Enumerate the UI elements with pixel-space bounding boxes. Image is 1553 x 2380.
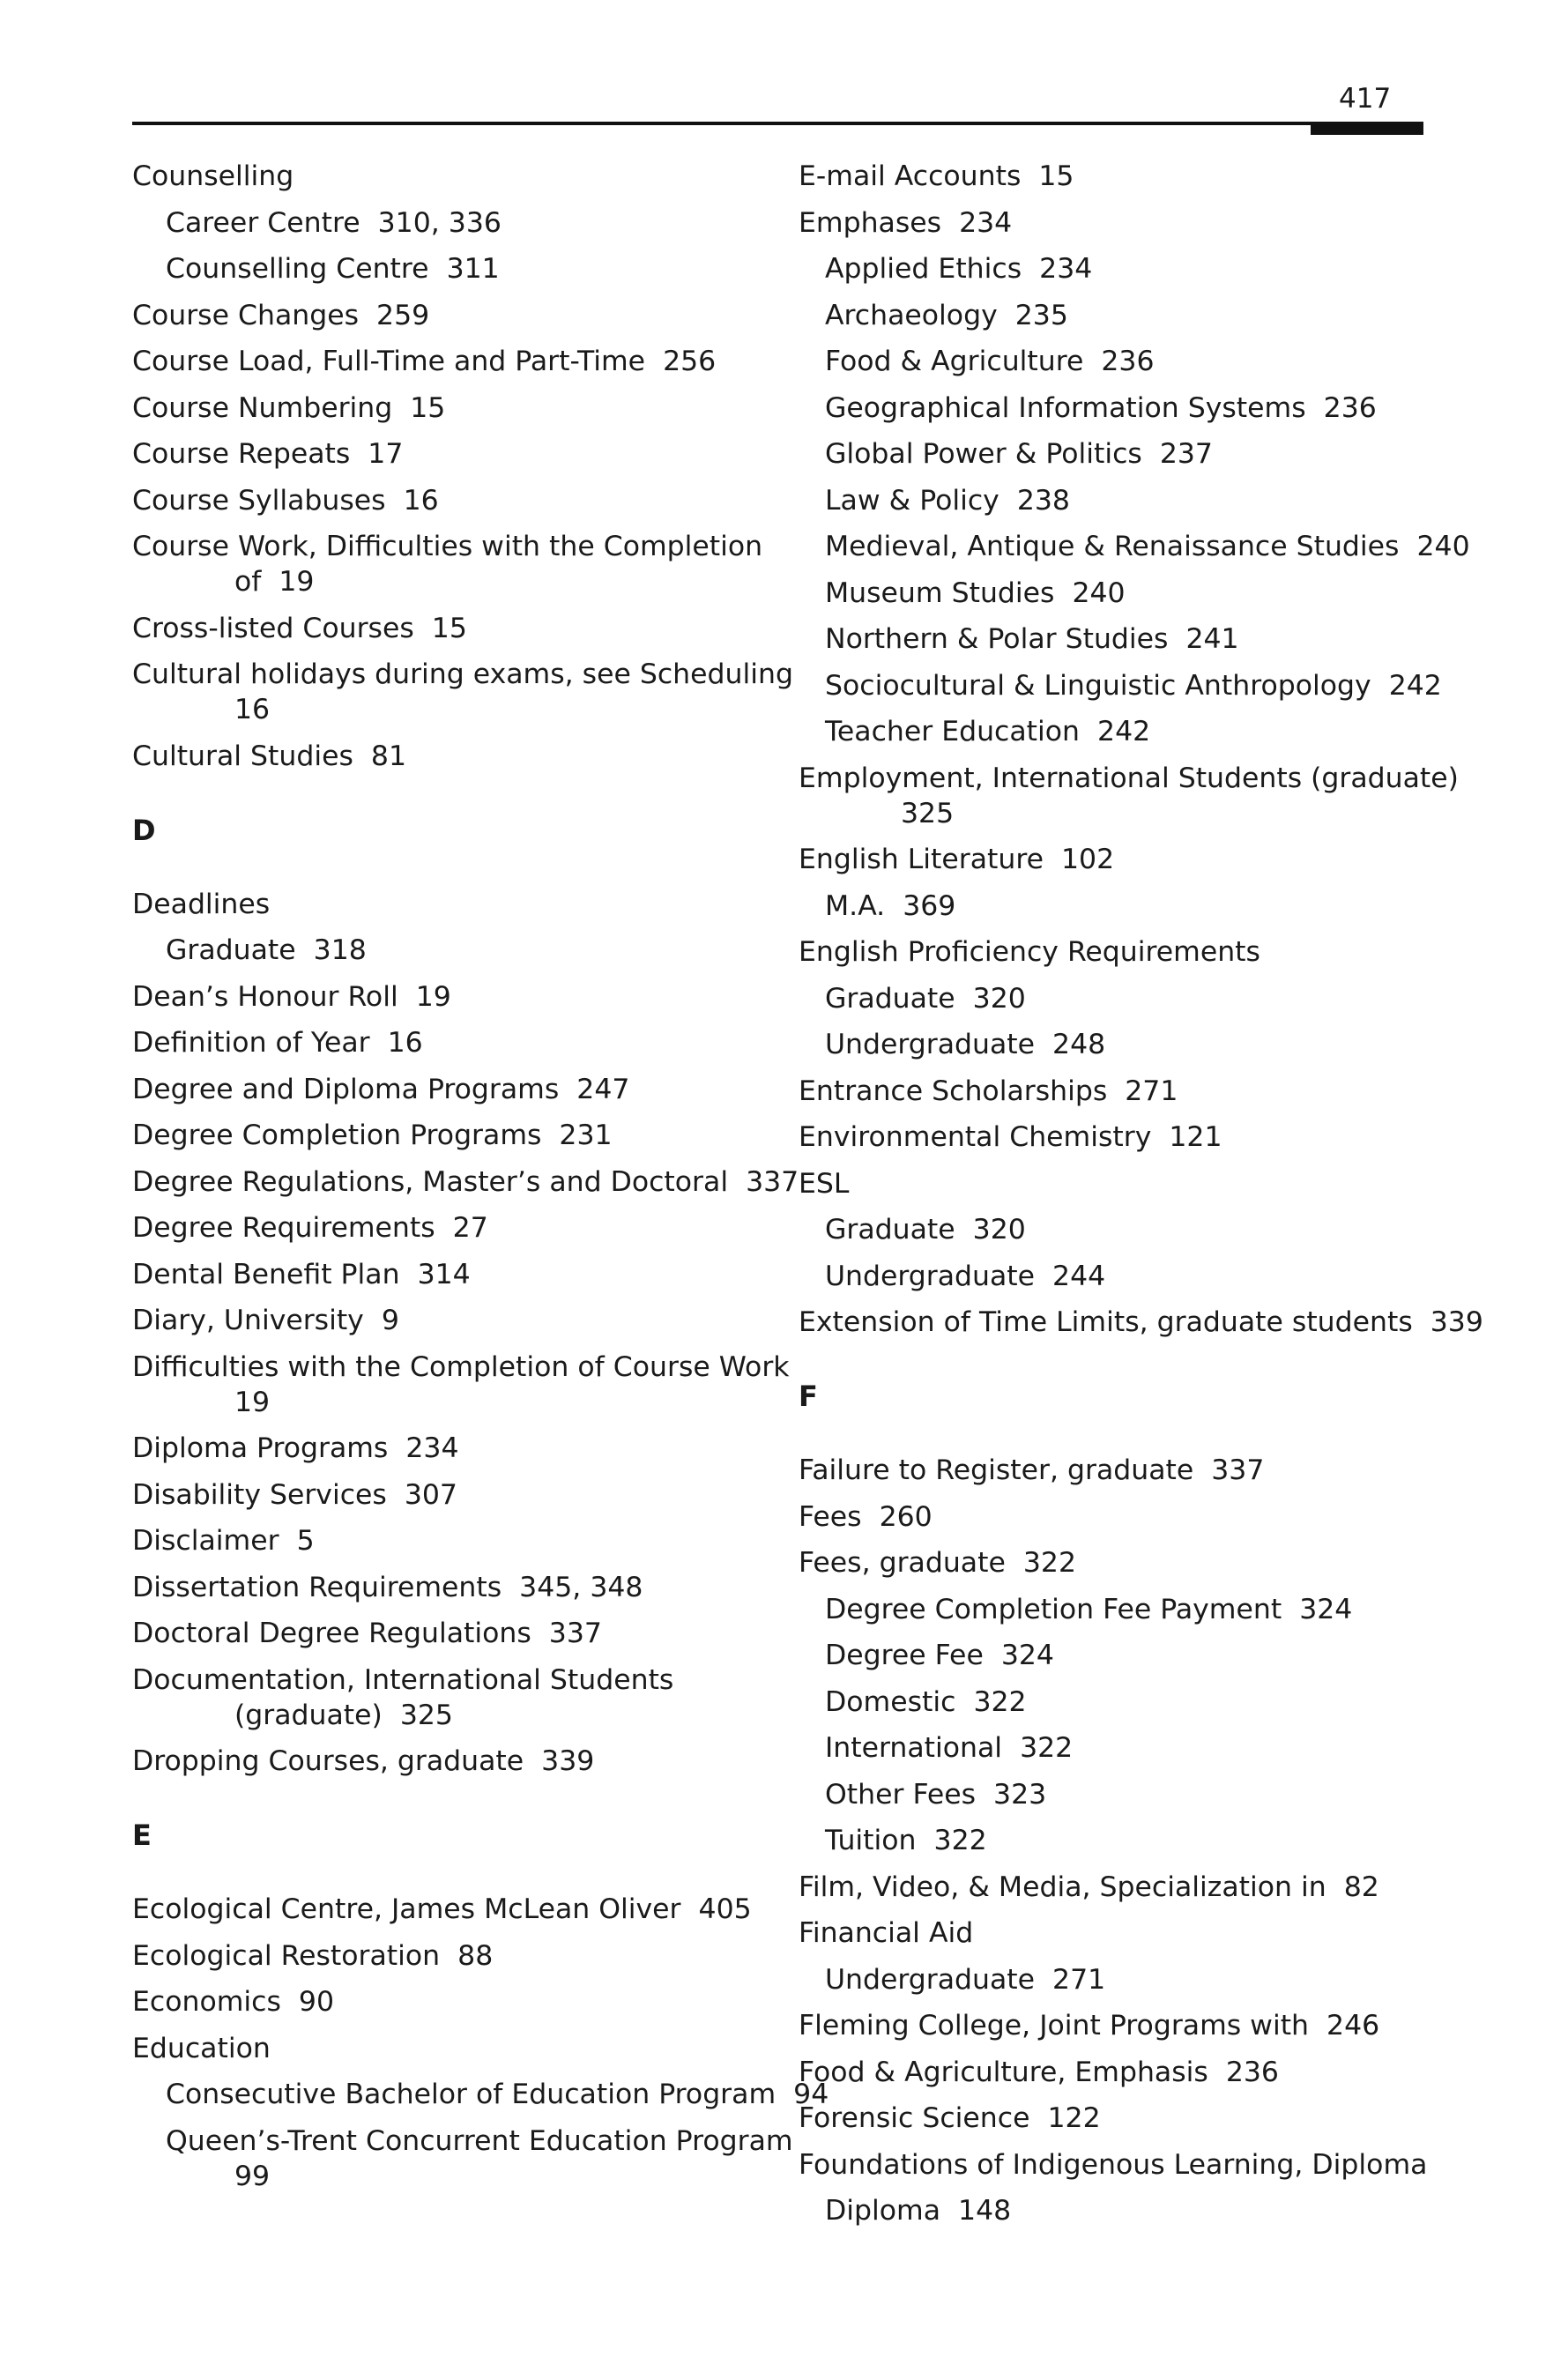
index-entry-text: Career Centre 310, 336	[166, 206, 502, 239]
index-entry-text: Emphases 234	[799, 206, 1013, 239]
index-entry-text: Disclaimer 5	[132, 1525, 315, 1557]
index-entry	[132, 1350, 790, 1420]
index-subentry	[799, 1592, 1433, 1627]
index-entry	[132, 611, 767, 646]
index-entry	[799, 842, 1433, 877]
index-entry	[799, 2147, 1433, 2183]
index-entry	[132, 1025, 767, 1060]
index-entry-text: Dental Benefit Plan 314	[132, 1258, 471, 1290]
index-entry-text: Definition of Year 16	[132, 1027, 423, 1059]
index-subentry	[799, 2193, 1433, 2228]
index-group-e-continued	[799, 159, 1483, 1340]
index-entry-text: Course Repeats 17	[132, 438, 404, 470]
index-entry-text: English Literature 102	[799, 844, 1115, 875]
index-entry	[132, 344, 767, 379]
index-entry	[132, 1938, 767, 1974]
index-entry-text: Tuition 322	[825, 1825, 987, 1856]
index-subentry	[799, 981, 1433, 1016]
index-entry-text: Degree Requirements 27	[132, 1212, 488, 1244]
index-entry	[132, 483, 767, 518]
index-entry-text: Medieval, Antique & Renaissance Studies 240	[825, 531, 1470, 562]
index-entry	[132, 390, 767, 426]
index-entry	[799, 2008, 1433, 2043]
index-entry-text: Degree Fee 324	[825, 1640, 1054, 1671]
index-entry-text: Degree Completion Fee Payment 324	[825, 1593, 1353, 1625]
index-subentry	[799, 1638, 1433, 1673]
index-entry	[132, 1477, 767, 1513]
index-subentry	[799, 344, 1433, 379]
index-entry	[132, 657, 793, 727]
header-rule	[132, 122, 1423, 125]
index-entry-text: Course Syllabuses 16	[132, 484, 439, 517]
index-entry	[799, 159, 1433, 194]
index-entry	[132, 1210, 767, 1246]
index-entry	[799, 1074, 1433, 1109]
index-entry	[132, 1164, 799, 1200]
index-subentry	[799, 714, 1433, 749]
index-entry	[132, 887, 767, 922]
index-entry	[132, 529, 767, 599]
index-entry-text: Degree Regulations, Master’s and Doctoral 337	[132, 1165, 799, 1198]
index-entry-text: Cultural holidays during exams, see Scheduling	[132, 658, 793, 690]
index-entry-text: Course Work, Difficulties with the Completion	[132, 531, 763, 562]
index-entry-text: Diploma 148	[825, 2195, 1012, 2227]
index-entry-text: Northern & Polar Studies 241	[825, 623, 1239, 655]
index-entry-text: Fees 260	[799, 1500, 933, 1533]
index-entry-continuation: 99	[234, 2160, 271, 2192]
index-subentry	[799, 1685, 1433, 1720]
index-entry-text: Archaeology 235	[825, 299, 1068, 331]
index-entry	[799, 1499, 1433, 1535]
index-entry-text: Counselling Centre 311	[166, 253, 500, 285]
index-entry-text: Other Fees 323	[825, 1778, 1047, 1811]
index-entry	[132, 298, 767, 333]
index-entry-text: Education	[132, 2032, 271, 2064]
index-entry-text: Ecological Centre, James McLean Oliver 405	[132, 1893, 752, 1925]
index-entry	[132, 1616, 767, 1651]
index-entry	[132, 979, 767, 1015]
index-entry-text: Financial Aid	[799, 1917, 974, 1949]
index-subentry	[799, 251, 1433, 286]
index-subentry	[799, 889, 1433, 924]
index-entry-text: Graduate 320	[825, 982, 1026, 1015]
index-entry	[799, 1870, 1433, 1905]
index-entry	[132, 1744, 767, 1779]
index-entry	[799, 2101, 1433, 2136]
index-entry-text: Doctoral Degree Regulations 337	[132, 1618, 602, 1649]
index-subentry	[799, 1823, 1433, 1858]
index-entry-text: Law & Policy 238	[825, 484, 1070, 517]
index-subentry	[799, 668, 1442, 703]
index-subentry	[799, 1962, 1433, 1997]
index-entry-text: Economics 90	[132, 1986, 335, 2018]
index-entry-text: Degree and Diploma Programs 247	[132, 1073, 630, 1105]
index-entry	[799, 1915, 1433, 1951]
index-entry-text: Museum Studies 240	[825, 576, 1126, 609]
index-entry-text: Course Load, Full-Time and Part-Time 256	[132, 346, 717, 377]
index-group-d	[132, 887, 799, 1780]
index-subentry	[799, 621, 1433, 657]
header-rule-tab	[1311, 122, 1423, 135]
index-entry-continuation: (graduate) 325	[234, 1699, 453, 1731]
index-entry-text: Cultural Studies 81	[132, 740, 407, 772]
index-entry-text: Food & Agriculture, Emphasis 236	[799, 2056, 1279, 2088]
index-subentry	[132, 2123, 793, 2194]
index-entry	[132, 436, 767, 472]
index-entry-text: Food & Agriculture 236	[825, 346, 1155, 377]
index-subentry	[799, 576, 1433, 611]
index-entry	[132, 1118, 767, 1153]
index-entry-text: Failure to Register, graduate 337	[799, 1454, 1265, 1486]
index-entry-text: Sociocultural & Linguistic Anthropology 242	[825, 669, 1442, 702]
index-entry	[132, 1257, 767, 1292]
index-letter-heading: F	[799, 1380, 818, 1413]
index-entry-text: Extension of Time Limits, graduate students 339	[799, 1306, 1483, 1338]
index-entry	[132, 1892, 767, 1927]
index-entry-text: Teacher Education 242	[825, 716, 1151, 747]
index-entry-text: Global Power & Politics 237	[825, 438, 1213, 470]
index-entry-text: ESL	[799, 1167, 850, 1200]
index-entry-continuation: 325	[901, 797, 955, 829]
index-letter-heading: E	[132, 1818, 152, 1852]
index-entry-text: Geographical Information Systems 236	[825, 391, 1377, 424]
index-subentry	[799, 1730, 1433, 1766]
index-entry-text: Graduate 320	[825, 1214, 1026, 1246]
index-subentry	[132, 205, 767, 241]
index-subentry	[799, 298, 1433, 333]
index-entry	[799, 2055, 1433, 2090]
index-entry-text: International 322	[825, 1732, 1074, 1764]
index-entry-text: Consecutive Bachelor of Education Program 94	[166, 2079, 829, 2110]
index-entry	[132, 1523, 767, 1558]
index-subentry	[132, 2077, 829, 2112]
index-entry	[799, 1119, 1433, 1155]
index-entry-text: Ecological Restoration 88	[132, 1939, 494, 1972]
index-subentry	[132, 251, 767, 286]
index-entry	[132, 1984, 767, 2019]
index-entry	[799, 1166, 1433, 1201]
index-group-c	[132, 159, 793, 774]
index-entry	[132, 1662, 767, 1733]
index-entry	[132, 1303, 767, 1338]
index-entry-text: Fleming College, Joint Programs with 246	[799, 2010, 1380, 2042]
index-entry-text: Applied Ethics 234	[825, 253, 1093, 285]
index-entry-text: Dean’s Honour Roll 19	[132, 980, 451, 1013]
index-entry-text: Environmental Chemistry 121	[799, 1121, 1222, 1153]
index-entry	[132, 739, 767, 774]
index-entry	[132, 1431, 767, 1466]
index-entry-text: Dropping Courses, graduate 339	[132, 1745, 595, 1777]
index-entry-text: Diploma Programs 234	[132, 1432, 459, 1464]
index-entry-text: Film, Video, & Media, Specialization in 82	[799, 1871, 1379, 1903]
index-group-e	[132, 1892, 829, 2194]
index-entry-text: Diary, University 9	[132, 1305, 399, 1336]
index-entry-text: Queen’s-Trent Concurrent Education Program	[166, 2124, 793, 2157]
index-subentry	[132, 933, 767, 968]
index-entry-text: Difficulties with the Completion of Course Work	[132, 1350, 790, 1383]
index-subentry	[799, 436, 1433, 472]
index-entry-text: Graduate 318	[166, 934, 367, 966]
index-subentry	[799, 1212, 1433, 1247]
index-entry-text: M.A. 369	[825, 889, 956, 922]
index-letter-heading: D	[132, 813, 156, 847]
index-entry	[799, 1453, 1433, 1488]
index-subentry	[799, 483, 1433, 518]
index-entry-text: Degree Completion Programs 231	[132, 1119, 613, 1151]
index-entry-text: Entrance Scholarships 271	[799, 1075, 1178, 1107]
index-entry	[799, 934, 1433, 970]
index-entry-text: Deadlines	[132, 888, 271, 920]
index-subentry	[799, 1027, 1433, 1062]
index-entry-text: E-mail Accounts 15	[799, 160, 1074, 192]
index-entry-text: Documentation, International Students	[132, 1663, 674, 1696]
index-group-f	[799, 1453, 1433, 2228]
index-subentry	[799, 1777, 1433, 1812]
index-entry-text: Course Numbering 15	[132, 391, 446, 424]
index-entry	[132, 1072, 767, 1107]
index-entry-continuation: 16	[234, 694, 271, 725]
index-entry	[799, 205, 1433, 241]
index-entry-text: Cross-listed Courses 15	[132, 612, 467, 644]
index-entry-continuation: of 19	[234, 566, 315, 598]
index-entry	[132, 159, 767, 194]
index-entry-text: Counselling	[132, 160, 294, 192]
index-entry	[132, 2031, 767, 2066]
index-entry-continuation: 19	[234, 1386, 271, 1418]
index-entry-text: Domestic 322	[825, 1685, 1027, 1718]
index-entry	[799, 1305, 1483, 1340]
page-number: 417	[1339, 83, 1392, 115]
index-subentry	[799, 1259, 1433, 1294]
index-entry-text: English Proficiency Requirements	[799, 936, 1260, 968]
index-entry-text: Undergraduate 248	[825, 1029, 1106, 1060]
index-column-right	[799, 159, 1483, 2240]
index-entry-text: Employment, International Students (graduate)	[799, 762, 1459, 794]
index-entry-text: Undergraduate 244	[825, 1260, 1106, 1292]
index-entry-text: Dissertation Requirements 345, 348	[132, 1571, 643, 1603]
index-subentry	[799, 390, 1433, 426]
index-entry-text: Disability Services 307	[132, 1478, 457, 1511]
index-entry-text: Foundations of Indigenous Learning, Diploma	[799, 2148, 1428, 2181]
index-entry	[799, 761, 1459, 831]
index-entry-text: Course Changes 259	[132, 299, 430, 331]
index-subentry	[799, 529, 1470, 564]
index-entry	[799, 1545, 1433, 1580]
index-entry-text: Undergraduate 271	[825, 1963, 1106, 1996]
index-entry-text: Fees, graduate 322	[799, 1547, 1076, 1579]
index-entry	[132, 1570, 767, 1605]
index-entry-text: Forensic Science 122	[799, 2102, 1101, 2134]
